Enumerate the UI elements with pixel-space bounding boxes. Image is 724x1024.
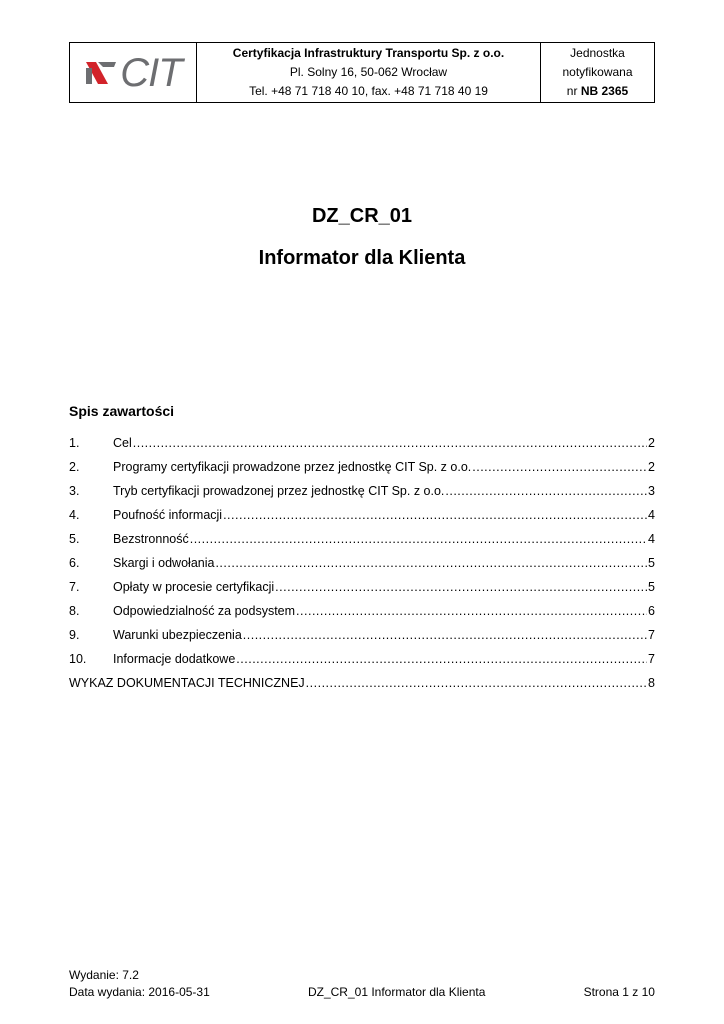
footer-doc-ref: DZ_CR_01 Informator dla Klienta bbox=[307, 985, 486, 999]
header-company-cell bbox=[197, 43, 541, 102]
toc-leader-dots bbox=[133, 431, 647, 455]
header-notified-body-cell bbox=[541, 43, 654, 102]
toc-leader-dots bbox=[296, 599, 647, 623]
company-name: Certyfikacja Infrastruktury Transportu Sp. z o.o. bbox=[232, 46, 505, 60]
toc-item-page[interactable]: 8 bbox=[648, 676, 655, 690]
footer-date: Data wydania: 2016-05-31 bbox=[69, 985, 210, 999]
footer-page-number: Strona 1 z 10 bbox=[583, 985, 655, 999]
toc-item-label[interactable]: Warunki ubezpieczenia bbox=[113, 628, 242, 642]
toc-leader-dots bbox=[223, 503, 647, 527]
toc-leader-dots bbox=[306, 671, 647, 695]
footer-row bbox=[69, 984, 655, 1001]
toc-item-number: 4. bbox=[69, 508, 80, 522]
toc-item-page[interactable]: 4 bbox=[648, 508, 655, 522]
toc-item-page[interactable]: 2 bbox=[648, 460, 655, 474]
logo-text: CIT bbox=[120, 50, 182, 95]
toc-item-page[interactable]: 5 bbox=[648, 556, 655, 570]
toc-leader-dots bbox=[275, 575, 647, 599]
toc-item-label[interactable]: Bezstronność bbox=[113, 532, 189, 546]
toc-item-number: 6. bbox=[69, 556, 80, 570]
toc-item[interactable] bbox=[69, 647, 655, 671]
toc-item-number: 7. bbox=[69, 580, 80, 594]
toc-item-number: 1. bbox=[69, 436, 80, 450]
toc-item-label[interactable]: Programy certyfikacji prowadzone przez jednostkę CIT Sp. z o.o. bbox=[113, 460, 472, 474]
table-of-contents bbox=[69, 431, 655, 695]
cit-logo bbox=[84, 50, 182, 95]
nb-line2: notyfikowana bbox=[562, 65, 633, 79]
toc-item[interactable] bbox=[69, 575, 655, 599]
toc-item[interactable] bbox=[69, 455, 655, 479]
toc-item-page[interactable]: 6 bbox=[648, 604, 655, 618]
document-footer bbox=[69, 967, 655, 1001]
nb-line3 bbox=[567, 82, 628, 101]
toc-item-page[interactable]: 7 bbox=[648, 628, 655, 642]
toc-item-page[interactable]: 2 bbox=[648, 436, 655, 450]
toc-item[interactable] bbox=[69, 599, 655, 623]
toc-leader-dots bbox=[190, 527, 647, 551]
toc-item[interactable] bbox=[69, 479, 655, 503]
toc-heading: Spis zawartości bbox=[69, 403, 175, 419]
toc-item[interactable] bbox=[69, 431, 655, 455]
toc-item-number: 3. bbox=[69, 484, 80, 498]
toc-item-number: 5. bbox=[69, 532, 80, 546]
toc-item[interactable] bbox=[69, 503, 655, 527]
toc-item[interactable] bbox=[69, 623, 655, 647]
document-header bbox=[69, 42, 655, 103]
document-title: Informator dla Klienta bbox=[258, 247, 466, 269]
toc-item-page[interactable]: 4 bbox=[648, 532, 655, 546]
toc-leader-dots bbox=[215, 551, 647, 575]
toc-item-label[interactable]: Odpowiedzialność za podsystem bbox=[113, 604, 296, 618]
nb-number: NB 2365 bbox=[580, 84, 629, 98]
toc-item-label[interactable]: Cel bbox=[113, 436, 132, 450]
toc-item-label[interactable]: Skargi i odwołania bbox=[113, 556, 215, 570]
toc-item-number: 2. bbox=[69, 460, 80, 474]
toc-item-label[interactable]: Poufność informacji bbox=[113, 508, 223, 522]
toc-item-number: 9. bbox=[69, 628, 80, 642]
toc-item[interactable] bbox=[69, 551, 655, 575]
nb-prefix: nr bbox=[566, 84, 581, 98]
toc-item-label[interactable]: Informacje dodatkowe bbox=[113, 652, 236, 666]
toc-item-label[interactable]: Opłaty w procesie certyfikacji bbox=[113, 580, 275, 594]
toc-item-page[interactable]: 5 bbox=[648, 580, 655, 594]
document-code: DZ_CR_01 bbox=[311, 205, 413, 227]
toc-leader-dots bbox=[445, 479, 647, 503]
toc-item-label[interactable]: Tryb certyfikacji prowadzonej przez jednostkę CIT Sp. z o.o. bbox=[113, 484, 445, 498]
company-phone: Tel. +48 71 718 40 10, fax. +48 71 718 40 19 bbox=[249, 84, 488, 98]
footer-edition: Wydanie: 7.2 bbox=[69, 968, 139, 982]
toc-item-label[interactable]: WYKAZ DOKUMENTACJI TECHNICZNEJ bbox=[69, 676, 305, 690]
toc-item-page[interactable]: 7 bbox=[648, 652, 655, 666]
nb-line1: Jednostka bbox=[570, 46, 625, 60]
toc-item-number: 10. bbox=[69, 652, 87, 666]
cit-logo-mark-icon bbox=[84, 58, 118, 88]
header-logo-cell bbox=[70, 43, 197, 102]
toc-leader-dots bbox=[472, 455, 647, 479]
toc-item-number: 8. bbox=[69, 604, 80, 618]
toc-leader-dots bbox=[243, 623, 647, 647]
toc-item-page[interactable]: 3 bbox=[648, 484, 655, 498]
toc-item[interactable] bbox=[69, 527, 655, 551]
toc-item[interactable] bbox=[69, 671, 655, 695]
company-address: Pl. Solny 16, 50-062 Wrocław bbox=[289, 65, 448, 79]
toc-leader-dots bbox=[236, 647, 647, 671]
